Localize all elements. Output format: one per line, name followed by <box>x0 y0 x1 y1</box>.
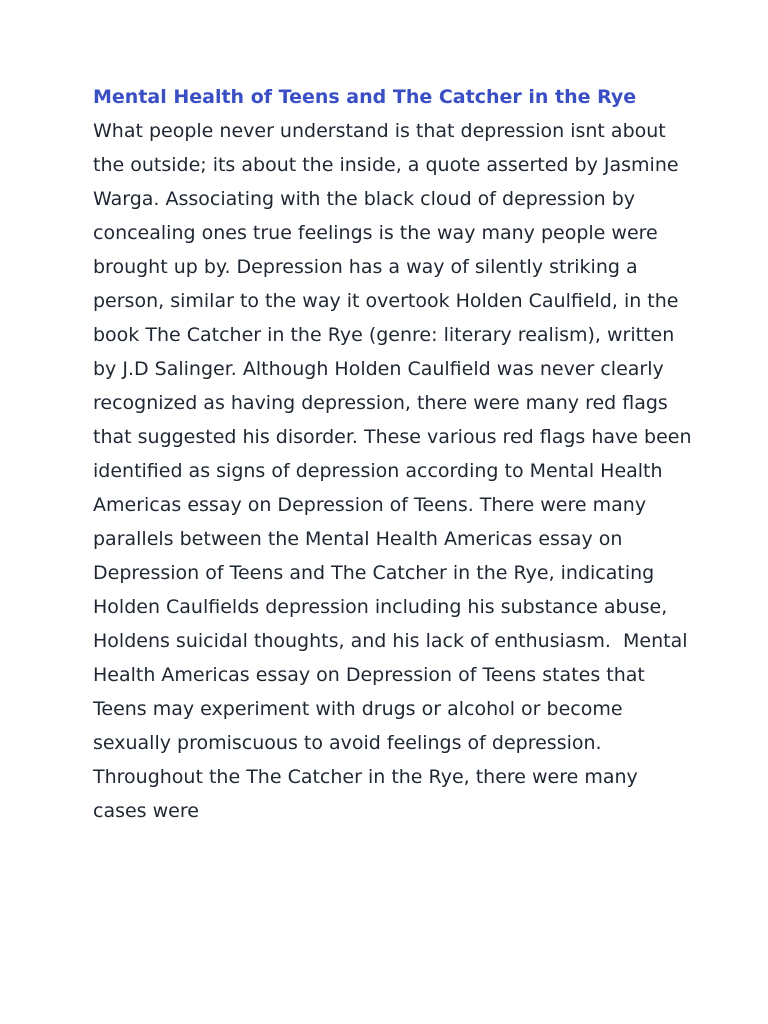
document-body: What people never understand is that depression isnt about the outside; its about the inside, a quote asserted by Jasmine Warga. Associating with the black cloud of depression by concealing ones true feelings is the way many people were brought up by. Depression has a way of silently striking a person, similar to the way it overtook Holden Caulfield, in the book The Catcher in the Rye (genre: literary realism), written by J.D Salinger. Although Holden Caulfield was never clearly recognized as having depression, there were many red flags that suggested his disorder. These various red flags have been identified as signs of depression according to Mental Health Americas essay on Depression of Teens. There were many parallels between the Mental Health Americas essay on Depression of Teens and The Catcher in the Rye, indicating Holden Caulfields depression including his substance abuse, Holdens suicidal thoughts, and his lack of enthusiasm. Mental Health Americas essay on Depression of Teens states that Teens may experiment with drugs or alcohol or become sexually promiscuous to avoid feelings of depression. Throughout the The Catcher in the Rye, there were many cases were <box>93 120 698 822</box>
document-content <box>93 80 698 828</box>
document-title: Mental Health of Teens and The Catcher in the Rye <box>93 86 637 108</box>
